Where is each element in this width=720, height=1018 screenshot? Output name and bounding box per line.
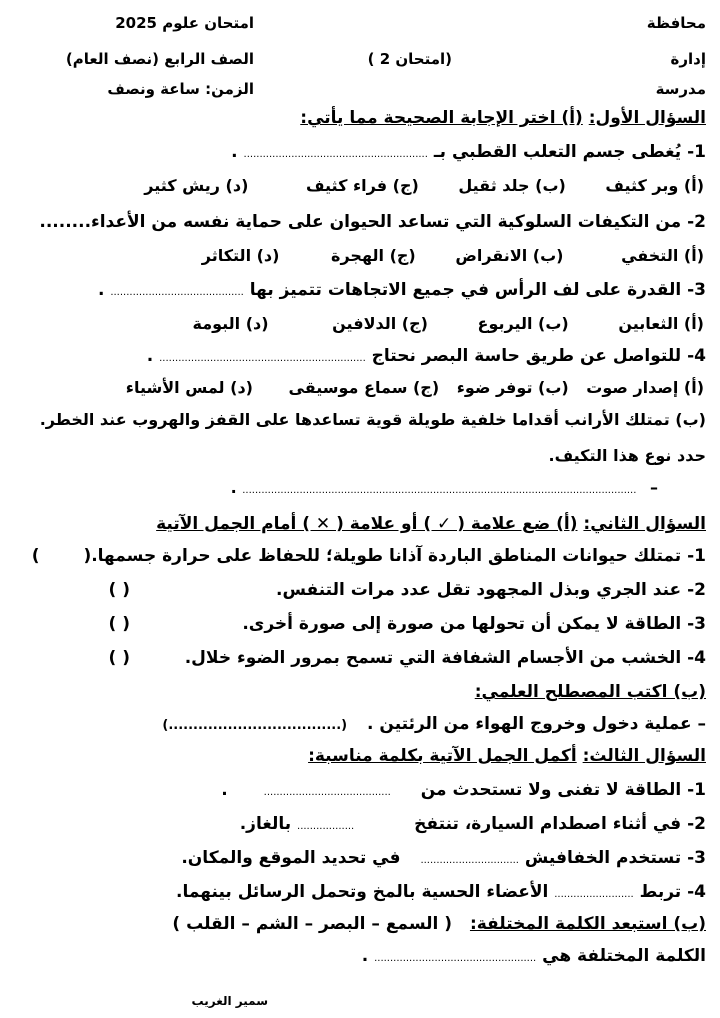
q2-item-3 bbox=[242, 614, 706, 634]
q2-item-4 bbox=[185, 648, 706, 668]
q3-item-1-number: 1- bbox=[687, 780, 706, 800]
q3-subtitle: أكمل الجمل الآتية بكلمة مناسبة: bbox=[308, 746, 577, 766]
q2-item-2-answer-box[interactable]: ( ) bbox=[108, 580, 130, 600]
q1-item-4-end: . bbox=[146, 346, 154, 366]
q3-part-b-blank[interactable]: ................................................... bbox=[374, 953, 537, 964]
q3-item-2-blank[interactable]: .................. bbox=[297, 821, 355, 832]
q1-item-3-blank: .......................................... bbox=[110, 287, 244, 298]
q2-heading bbox=[156, 514, 706, 534]
q3-item-4-before: تربط bbox=[639, 882, 682, 902]
q3-item-2 bbox=[240, 814, 706, 834]
q1-item-3-text: القدرة على لف الرأس في جميع الاتجاهات تتميز بها bbox=[249, 280, 682, 300]
q2-part-b-text: – عملية دخول وخروج الهواء من الرئتين . bbox=[367, 714, 706, 734]
q3-item-1-before: الطاقة لا تفنى ولا تستحدث من bbox=[420, 780, 682, 800]
q1-item-2 bbox=[39, 212, 706, 232]
q1-item-2-number: 2- bbox=[687, 212, 706, 232]
q1-item-4-option-d: (د) لمس الأشياء bbox=[125, 378, 253, 397]
q1-item-3-number: 3- bbox=[687, 280, 706, 300]
q1-item-1-options bbox=[144, 176, 704, 195]
q1-item-4-text: للتواصل عن طريق حاسة البصر نحتاج bbox=[371, 346, 682, 366]
q3-part-b-answer-line bbox=[362, 946, 706, 966]
footer-author: سمير الغريب bbox=[191, 994, 268, 1008]
q1-item-1-option-d: (د) ريش كثير bbox=[144, 176, 249, 195]
header-governorate: محافظة bbox=[646, 14, 706, 32]
q3-item-1-blank[interactable]: ........................................ bbox=[263, 787, 391, 798]
q1-item-3-options bbox=[193, 314, 705, 333]
q3-heading bbox=[308, 746, 706, 766]
q3-part-b-title: (ب) استبعد الكلمة المختلفة: bbox=[469, 914, 706, 934]
q1-item-3-end: . bbox=[97, 280, 105, 300]
q1-part-b-dash: – bbox=[650, 478, 658, 497]
q2-item-4-answer-box[interactable]: ( ) bbox=[108, 648, 130, 668]
q1-item-1-option-a: (أ) وبر كثيف bbox=[605, 176, 704, 195]
q2-item-1-text: تمتلك حيوانات المناطق الباردة آذانا طويلة؛ للحفاظ على حرارة جسمها.( bbox=[83, 546, 682, 566]
q1-item-1-number: 1- bbox=[687, 142, 706, 162]
q3-item-4-blank[interactable]: ......................... bbox=[554, 889, 634, 900]
q1-item-1-option-b: (ب) جلد ثقيل bbox=[458, 176, 566, 195]
q1-item-1 bbox=[231, 142, 706, 162]
q1-item-2-option-b: (ب) الانقراض bbox=[455, 246, 564, 265]
q1-item-1-text: يُغطى جسم التعلب القطبي بـ bbox=[433, 142, 682, 162]
q1-item-4 bbox=[147, 346, 706, 366]
header-grade: الصف الرابع (نصف العام) bbox=[65, 50, 254, 68]
q1-item-2-option-c: (ج) الهجرة bbox=[331, 246, 416, 265]
q2-title: السؤال الثاني: bbox=[583, 514, 706, 534]
q3-item-4-number: 4- bbox=[687, 882, 706, 902]
q2-item-4-text: الخشب من الأجسام الشفافة التي تسمح بمرور الضوء خلال. bbox=[184, 648, 682, 668]
q2-item-1-answer-box[interactable]: ) bbox=[31, 546, 40, 566]
q1-part-b-question: حدد نوع هذا التكيف. bbox=[548, 446, 706, 465]
q1-item-2-option-a: (أ) التخفي bbox=[621, 246, 704, 265]
q1-item-3-option-a: (أ) الثعابين bbox=[618, 314, 704, 333]
q2-part-b-title: (ب) اكتب المصطلح العلمي: bbox=[474, 682, 706, 702]
q3-item-4 bbox=[176, 882, 706, 902]
q1-item-4-option-c: (ج) سماع موسيقى bbox=[288, 378, 440, 397]
q1-part-b: (ب) تمتلك الأرانب أقداما خلفية طويلة قوية تساعدها على القفز والهروب عند الخطر. bbox=[39, 410, 706, 429]
q1-part-b-blank: ............................................................................................................................ bbox=[242, 485, 637, 496]
q1-item-1-option-c: (ج) فراء كثيف bbox=[305, 176, 419, 195]
q1-heading bbox=[300, 108, 706, 128]
q1-item-1-end: . bbox=[231, 142, 238, 162]
q2-item-3-answer-box[interactable]: ( ) bbox=[108, 614, 130, 634]
q1-item-3-option-d: (د) البومة bbox=[192, 314, 269, 333]
q3-part-b-answer-label: الكلمة المختلفة هي bbox=[542, 946, 706, 966]
q3-part-b-end: . bbox=[361, 946, 369, 966]
q2-item-1 bbox=[32, 546, 706, 566]
q3-item-3-number: 3- bbox=[687, 848, 706, 868]
q1-item-3-option-b: (ب) اليربوع bbox=[477, 314, 569, 333]
q1-item-1-blank: .......................................................... bbox=[243, 149, 428, 160]
q2-item-2-number: 2- bbox=[687, 580, 706, 600]
header-exam-number: (امتحان 2 ) bbox=[367, 50, 452, 68]
q2-item-3-text: الطاقة لا يمكن أن تحولها من صورة إلى صورة أخرى. bbox=[242, 614, 682, 634]
q1-item-3 bbox=[98, 280, 706, 300]
q2-part-b-line bbox=[162, 714, 706, 734]
header-exam-title: امتحان علوم 2025 bbox=[115, 14, 254, 32]
q2-item-4-number: 4- bbox=[687, 648, 706, 668]
q1-item-2-options bbox=[202, 246, 704, 265]
q3-item-2-before: في أثناء اصطدام السيارة، تنتفخ bbox=[414, 814, 682, 834]
q2-part-b-answer-box[interactable]: (...................................) bbox=[162, 718, 348, 733]
header-administration: إدارة bbox=[670, 50, 706, 68]
q1-item-2-option-d: (د) التكاثر bbox=[201, 246, 280, 265]
q3-item-3 bbox=[181, 848, 706, 868]
q1-item-4-option-b: (ب) توفر ضوء bbox=[456, 378, 569, 397]
header-time: الزمن: ساعة ونصف bbox=[107, 80, 254, 98]
q1-item-3-option-c: (ج) الدلافين bbox=[332, 314, 428, 333]
q3-item-1 bbox=[221, 780, 706, 800]
q3-item-4-after: الأعضاء الحسية بالمخ وتحمل الرسائل بينهما. bbox=[176, 882, 549, 902]
q1-part-b-end: . bbox=[230, 478, 237, 497]
q2-item-1-number: 1- bbox=[687, 546, 706, 566]
q3-part-b-heading bbox=[172, 914, 706, 934]
q3-item-3-after: في تحديد الموقع والمكان. bbox=[181, 848, 401, 868]
q3-item-1-after: . bbox=[221, 780, 228, 800]
q3-item-3-before: تستخدم الخفافيش bbox=[524, 848, 682, 868]
q2-item-2 bbox=[276, 580, 706, 600]
q1-item-2-text: من التكيفات السلوكية التي تساعد الحيوان على حماية نفسه من الأعداء........ bbox=[39, 212, 682, 232]
q1-item-4-options bbox=[126, 378, 704, 397]
q1-item-4-number: 4- bbox=[687, 346, 706, 366]
q3-item-2-after: بالغاز. bbox=[239, 814, 292, 834]
q2-subtitle: (أ) ضع علامة ( ✓ ) أو علامة ( ✕ ) أمام الجمل الآتية bbox=[156, 514, 578, 534]
q1-item-4-blank: ................................................................. bbox=[159, 353, 366, 364]
q2-item-3-number: 3- bbox=[687, 614, 706, 634]
q3-title: السؤال الثالث: bbox=[582, 746, 706, 766]
q1-item-4-option-a: (أ) إصدار صوت bbox=[586, 378, 704, 397]
q3-part-b-words: ( السمع – البصر – الشم – القلب ) bbox=[172, 914, 453, 934]
q3-item-2-number: 2- bbox=[687, 814, 706, 834]
q1-subtitle: (أ) اختر الإجابة الصحيحة مما يأتي: bbox=[300, 108, 583, 128]
q3-item-3-blank[interactable]: ............................... bbox=[420, 855, 519, 866]
q1-title: السؤال الأول: bbox=[588, 108, 706, 128]
q2-item-2-text: عند الجري وبذل المجهود تقل عدد مرات التنفس. bbox=[275, 580, 682, 600]
header-school: مدرسة bbox=[655, 80, 706, 98]
q1-part-b-answer-line bbox=[231, 478, 658, 497]
